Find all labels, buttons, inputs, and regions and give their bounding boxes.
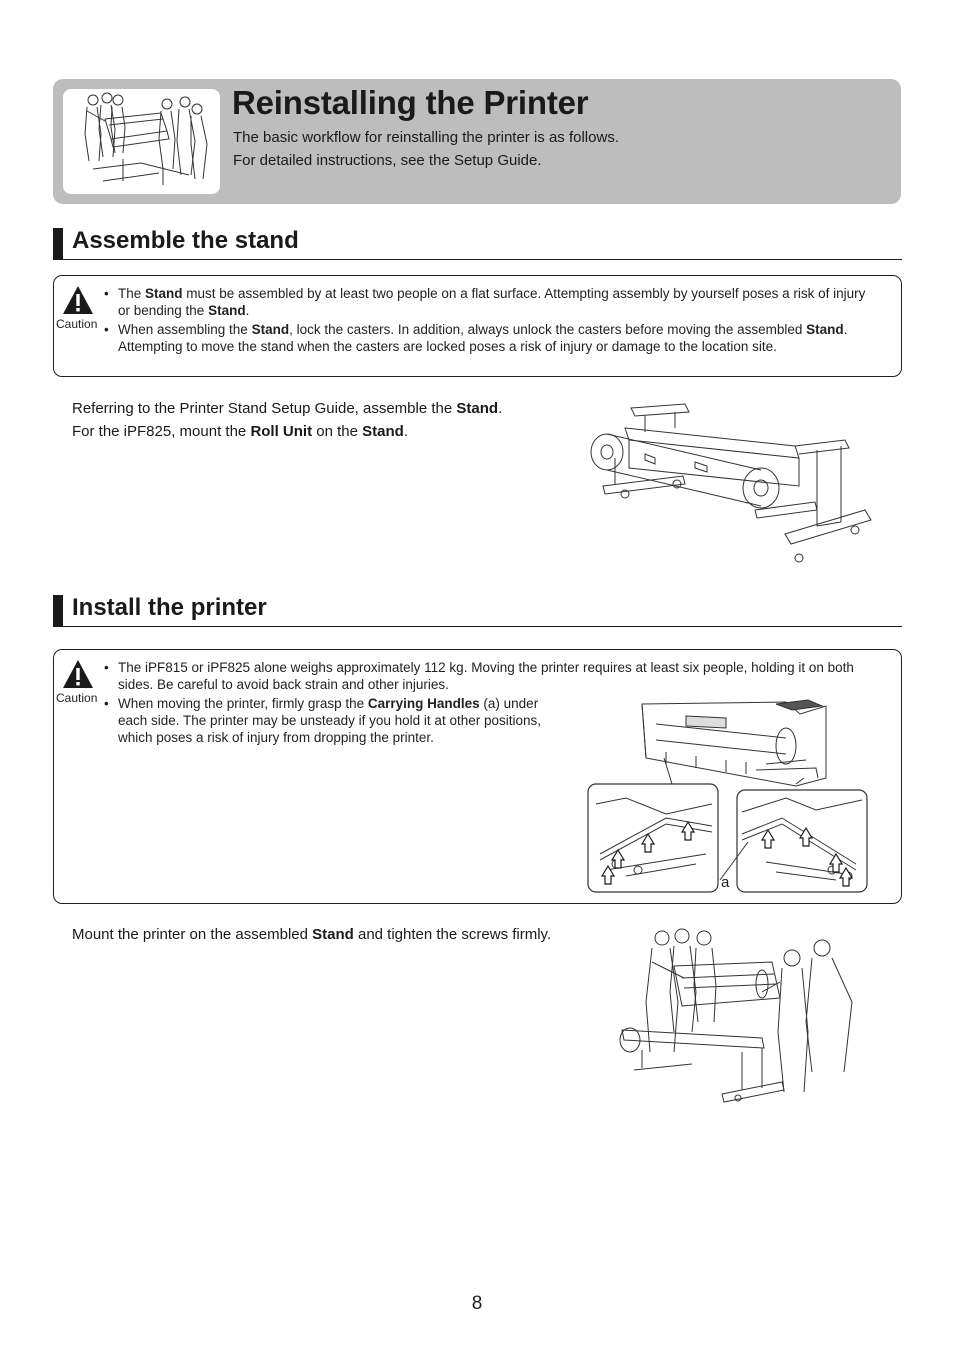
section-marker (53, 228, 63, 260)
section-rule (53, 259, 902, 260)
page-number: 8 (471, 1293, 483, 1314)
intro-line-2: For detailed instructions, see the Setup Guide. (233, 152, 542, 169)
section-marker (53, 595, 63, 627)
caution-item: • The Stand must be assembled by at least two people on a flat surface. Attempting assembly by yourself poses a risk of injury or bending the Stand. (104, 285, 874, 319)
assemble-step-line-2: For the iPF825, mount the Roll Unit on the Stand. (72, 423, 408, 440)
caution-item: • When moving the printer, firmly grasp the Carrying Handles (a) under each side. The printer may be unsteady if you hold it at other positions, which poses a risk of injury from dropping the printer. (104, 695, 563, 746)
section-title-assemble: Assemble the stand (72, 227, 299, 254)
people-mounting-printer-illustration (612, 922, 864, 1112)
caution-item: • When assembling the Stand, lock the casters. In addition, always unlock the casters before moving the assembled Stand. Attempting to move the stand when the casters are locked poses a risk of injury or damage to the location site. (104, 321, 874, 355)
intro-line-1: The basic workflow for reinstalling the printer is as follows. (233, 129, 619, 146)
install-step-text: Mount the printer on the assembled Stand and tighten the screws firmly. (72, 926, 552, 943)
people-carrying-printer-illustration (63, 89, 220, 194)
section-title-install: Install the printer (72, 594, 267, 621)
warning-triangle-icon (62, 285, 94, 320)
assemble-step-text (72, 397, 572, 443)
assemble-step-line-1: Referring to the Printer Stand Setup Guide, assemble the Stand. (72, 400, 503, 417)
carrying-handles-illustration (586, 694, 871, 899)
caution-label: Caution (56, 317, 98, 331)
stand-with-roll-unit-illustration (585, 398, 880, 575)
caution-item: • The iPF815 or iPF825 alone weighs approximately 112 kg. Moving the printer requires at least six people, holding it on both sides. Be careful to avoid back strain and other injuries. (104, 659, 879, 693)
page-title: Reinstalling the Printer (232, 84, 589, 121)
warning-triangle-icon (62, 659, 94, 694)
callout-label-a: a (721, 874, 730, 891)
caution-list-assemble (104, 285, 874, 357)
caution-label: Caution (56, 691, 98, 705)
section-rule (53, 626, 902, 627)
